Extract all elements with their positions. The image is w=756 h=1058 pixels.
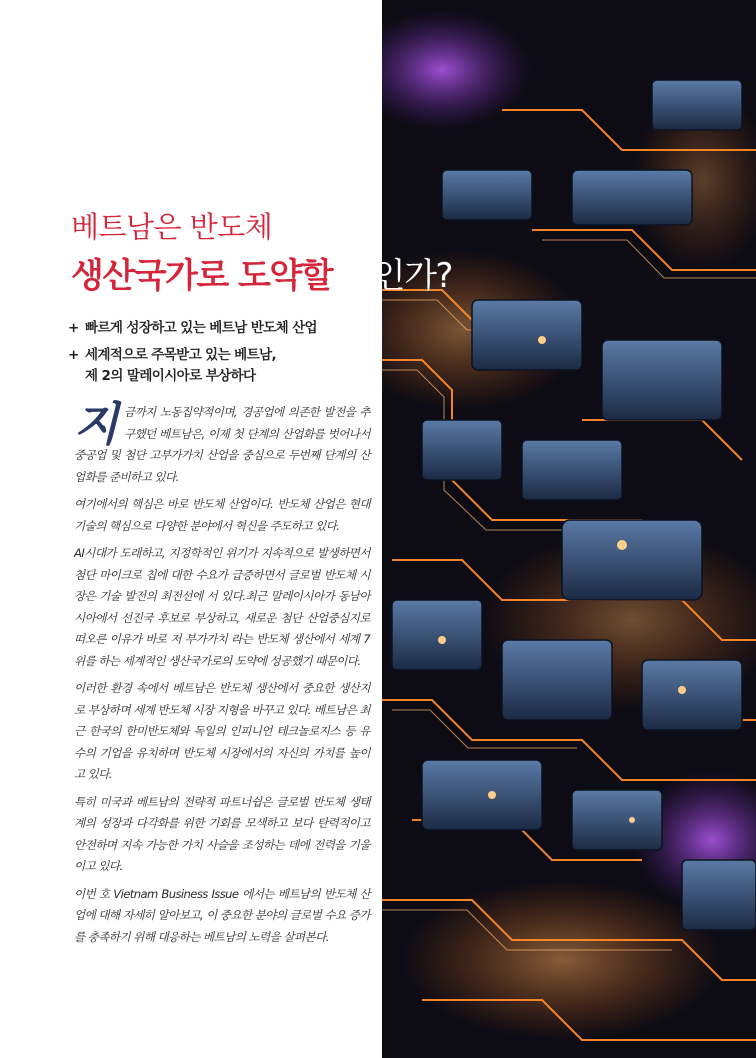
article-title-white: 것인가? xyxy=(332,256,452,296)
body-paragraph xyxy=(74,397,370,488)
bullet-text: 빠르게 성장하고 있는 베트남 반도체 산업 xyxy=(85,320,317,336)
body-paragraph: AI시대가 도래하고, 지정학적인 위기가 지속적으로 발생하면서 첨단 마이크로 칩에 대한 수요가 급증하면서 글로벌 반도체 시장은 기술 발전의 최전선에 서 있다.최근 말레이시아가 동남아시아에서 선진국 후보로 부상하고, 새로운 첨단 산업중심지로 떠오른 이유가 바로 저 부가가치 라는 반도체 생산에서 세계 7위를 하는 세계적인 생산국가로의 도약에 성공했기 때문이다. xyxy=(74,546,370,668)
bullet-text: 세계적으로 주목받고 있는 베트남, xyxy=(85,347,277,363)
body-paragraph: 이번 호 Vietnam Business Issue 에서는 베트남의 반도체 산업에 대해 자세히 알아보고, 이 중요한 분야의 글로벌 수요 증가를 충족하기 위해 대응하는 베트남의 노력을 살펴본다. xyxy=(74,886,370,944)
article-body xyxy=(74,397,370,954)
bullet-text: 제 2의 말레이시아로 부상하다 xyxy=(85,368,256,384)
body-paragraph: 이러한 환경 속에서 베트남은 반도체 생산에서 중요한 생산지로 부상하며 세계 반도체 시장 지형을 바꾸고 있다. 베트남은 최근 한국의 한미반도체와 독일의 인피니언 테크놀로지스 등 유수의 기업을 유치하며 반도체 시장에서의 자신의 가치를 높이고 있다. xyxy=(74,681,370,781)
article-title-line1: 베트남은 반도체 xyxy=(71,210,273,244)
summary-bullet xyxy=(68,318,317,339)
circuit-board-image xyxy=(382,0,756,1058)
summary-bullets xyxy=(68,318,317,393)
paragraph-text: 금까지 노동집약적이며, 경공업에 의존한 발전을 추구했던 베트남은, 이제 첫 단계의 산업화를 벗어나서 중공업 및 첨단 고부가가치 산업을 중심으로 두번째 단계의 산업화를 준비하고 있다. xyxy=(74,405,370,484)
summary-bullet xyxy=(68,345,317,387)
bullet-text-block xyxy=(85,345,276,387)
drop-cap: 지 xyxy=(74,397,118,451)
article-title-line2 xyxy=(71,248,452,297)
body-paragraph: 여기에서의 핵심은 바로 반도체 산업이다. 반도체 산업은 현대 기술의 핵심으로 다양한 분야에서 혁신을 주도하고 있다. xyxy=(74,497,370,533)
plus-icon: + xyxy=(68,347,79,363)
body-paragraph: 특히 미국과 베트남의 전략적 파트너쉽은 글로벌 반도체 생태계의 성장과 다각화를 위한 기회를 모색하고 보다 탄력적이고 안전하며 지속 가능한 가치 사슬을 조성하는 데에 전력을 기울이고 있다. xyxy=(74,794,370,873)
plus-icon: + xyxy=(68,320,79,336)
article-title-red: 생산국가로 도약할 xyxy=(71,256,333,296)
